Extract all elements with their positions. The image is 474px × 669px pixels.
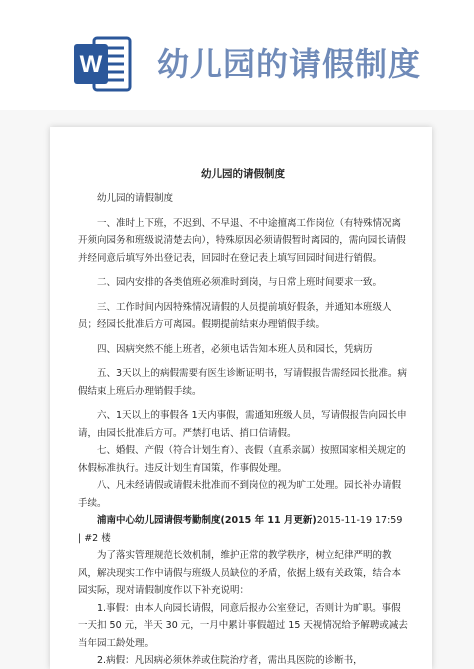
section-meta: 2015-11-19 17:59 | #2 楼 — [78, 515, 403, 544]
document-title: 幼儿园的请假制度 — [201, 168, 285, 180]
microsoft-word-icon — [74, 34, 132, 94]
section-heading — [78, 512, 408, 547]
paragraph: 一、准时上下班，不迟到、不早退、不中途擅离工作岗位（有特殊情况离开须向园务和班级说清楚去向），特殊原因必须请假暂时离园的，需向园长请假并经同意后填写外出登记表，回园时在登记表上填写回园时间进行销假。 — [78, 217, 406, 264]
paragraph: 五、3天以上的病假需要有医生诊断证明书，写请假报告需经园长批准。病假结束上班后办理销假手续。 — [78, 368, 408, 397]
document-body — [78, 165, 408, 669]
paragraph: 八、凡未经请假或请假未批准而不到岗位的视为旷工处理。园长补办请假手续。 — [78, 480, 402, 509]
paragraph: 1.事假：由本人向园长请假，同意后报办公室登记，否则计为旷职。事假一天扣 50 元，半天 30 元，一月中累计事假超过 15 天视情况给予解聘或减去当年园工龄处理。 — [78, 602, 408, 649]
paragraph: 三、工作时间内因特殊情况请假的人员提前填好假条，并通知本班级人员；经园长批准后方可离园。假期提前结束办理销假手续。 — [78, 301, 392, 330]
paragraph: 幼儿园的请假制度 — [97, 193, 174, 204]
paragraph: 七、婚假、产假（符合计划生育）、丧假（直系亲属）按照国家相关规定的休假标准执行。违反计划生育国策，作事假处理。 — [78, 445, 406, 474]
paragraph: 为了落实管理规范长效机制，维护正常的教学秩序，树立纪律严明的教风，解决现实工作中请假与班级人员缺位的矛盾，依据上级有关政策，结合本园实际，现对请假制度作以下补充说明： — [78, 550, 402, 596]
paragraph: 四、因病突然不能上班者，必须电话告知本班人员和园长，凭病历 — [97, 343, 373, 355]
section-heading-text: 浦南中心幼儿园请假考勤制度(2015 年 11 月更新) — [97, 515, 317, 526]
paragraph: 六、1天以上的事假各 1天内事假，需通知班级人员，写请假报告向园长申请，由园长批准后方可。严禁打电话、捎口信请假。 — [78, 410, 407, 439]
paragraph: 二、园内安排的各类值班必须准时到岗，与日常上班时间要求一致。 — [97, 277, 383, 288]
paragraph: 2.病假：凡因病必须休养或住院治疗者，需出具医院的诊断书， — [97, 655, 363, 666]
document-page — [50, 127, 432, 669]
banner-title: 幼儿园的请假制度 — [157, 45, 422, 83]
word-letter: W — [79, 51, 103, 78]
